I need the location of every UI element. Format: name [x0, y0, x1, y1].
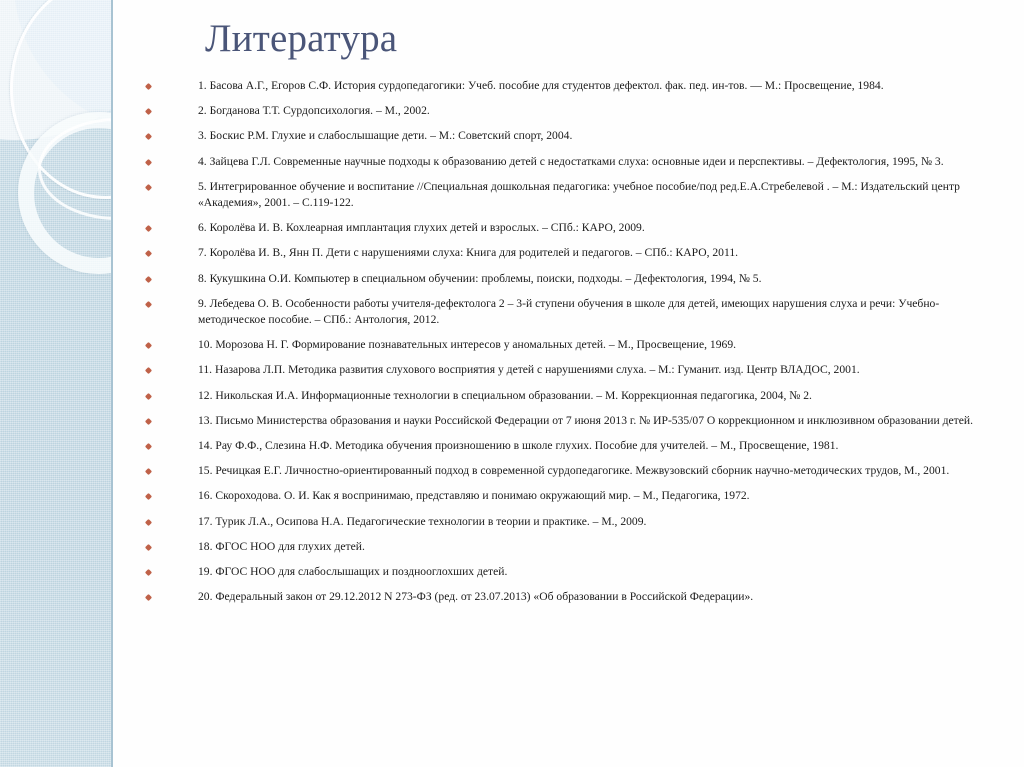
reference-text: 10. Морозова Н. Г. Формирование познавательных интересов у аномальных детей. – М., Просвещение, 1969. [198, 338, 737, 352]
bullet-diamond-icon [145, 250, 152, 257]
bullet-diamond-icon [145, 367, 152, 374]
reference-text: 14. Рау Ф.Ф., Слезина Н.Ф. Методика обучения произношению в школе глухих. Пособие для учителей. – М., Просвещение, 1981. [198, 439, 839, 453]
reference-text: 20. Федеральный закон от 29.12.2012 N 273-ФЗ (ред. от 23.07.2013) «Об образовании в Российской Федерации». [198, 590, 754, 604]
reference-text: 17. Турик Л.А., Осипова Н.А. Педагогические технологии в теории и практике. – М., 2009. [198, 514, 647, 528]
bullet-diamond-icon [145, 83, 152, 90]
list-item [140, 271, 1006, 287]
list-item [140, 220, 1006, 236]
bullet-diamond-icon [145, 342, 152, 349]
list-item [140, 103, 1006, 119]
reference-text: 1. Басова А.Г., Егоров С.Ф. История сурдопедагогики: Учеб. пособие для студентов дефектол. фак. пед. ин-тов. — М.: Просвещение, 1984. [198, 79, 884, 92]
bullet-diamond-icon [145, 569, 152, 576]
reference-text: 9. Лебедева О. В. Особенности работы учителя-дефектолога 2 – 3-й ступени обучения в школе для детей, имеющих нарушения слуха и речи: Учебно-методическое пособие. – СПб.: Антология, 2012. [198, 296, 940, 327]
slide-decorative-panel [0, 0, 113, 767]
list-item [140, 514, 1006, 530]
list-item [140, 245, 1006, 261]
list-item [140, 463, 1006, 479]
reference-text: 5. Интегрированное обучение и воспитание //Специальная дошкольная педагогика: учебное пособие/под ред.Е.А.Стребелевой . – М.: Издательский центр «Академия», 2001. – С.119-122. [198, 179, 960, 210]
bullet-diamond-icon [145, 108, 152, 115]
bullet-diamond-icon [145, 159, 152, 166]
list-item [140, 362, 1006, 378]
page-title: Литература [205, 17, 398, 60]
reference-text: 18. ФГОС НОО для глухих детей. [198, 539, 365, 553]
reference-text: 19. ФГОС НОО для слабослышащих и позднооглохших детей. [198, 565, 508, 579]
bullet-diamond-icon [145, 594, 152, 601]
reference-text: 16. Скороходова. О. И. Как я воспринимаю, представляю и понимаю окружающий мир. – М., Педагогика, 1972. [198, 489, 750, 503]
reference-text: 7. Королёва И. В., Янн П. Дети с нарушениями слуха: Книга для родителей и педагогов. – СПб.: КАРО, 2011. [198, 246, 739, 260]
bullet-diamond-icon [145, 301, 152, 308]
reference-text: 3. Боскис Р.М. Глухие и слабослышащие дети. – М.: Советский спорт, 2004. [198, 129, 573, 143]
bullet-diamond-icon [145, 443, 152, 450]
bullet-diamond-icon [145, 493, 152, 500]
bullet-diamond-icon [145, 184, 152, 191]
list-item [140, 388, 1006, 404]
bibliography-list [140, 78, 1006, 614]
bullet-diamond-icon [145, 393, 152, 400]
bullet-diamond-icon [145, 544, 152, 551]
list-item [140, 154, 1006, 170]
list-item [140, 179, 1006, 211]
bullet-diamond-icon [145, 519, 152, 526]
list-item [140, 564, 1006, 580]
reference-text: 4. Зайцева Г.Л. Современные научные подходы к образованию детей с недостатками слуха: основные идеи и перспективы. – Дефектология, 1995, № 3. [198, 154, 944, 168]
bullet-diamond-icon [145, 225, 152, 232]
bullet-diamond-icon [145, 468, 152, 475]
reference-text: 11. Назарова Л.П. Методика развития слухового восприятия у детей с нарушениями слуха. – М.: Гуманит. изд. Центр ВЛАДОС, 2001. [198, 363, 860, 377]
reference-text: 8. Кукушкина О.И. Компьютер в специальном обучении: проблемы, поиски, подходы. – Дефектология, 1994, № 5. [198, 271, 762, 285]
reference-text: 13. Письмо Министерства образования и науки Российской Федерации от 7 июня 2013 г. № ИР-535/07 О коррекционном и инклюзивном образовании детей. [198, 413, 973, 427]
list-item [140, 438, 1006, 454]
bullet-diamond-icon [145, 133, 152, 140]
reference-text: 6. Королёва И. В. Кохлеарная имплантация глухих детей и взрослых. – СПб.: КАРО, 2009. [198, 221, 645, 235]
list-item [140, 78, 1006, 94]
list-item [140, 488, 1006, 504]
list-item [140, 539, 1006, 555]
reference-text: 15. Речицкая Е.Г. Личностно-ориентированный подход в современной сурдопедагогике. Межвузовский сборник научно-методических трудов, М., 2001. [198, 464, 950, 478]
bullet-diamond-icon [145, 418, 152, 425]
list-item [140, 128, 1006, 144]
list-item [140, 296, 1006, 328]
list-item [140, 337, 1006, 353]
bullet-diamond-icon [145, 276, 152, 283]
list-item [140, 413, 1006, 429]
reference-text: 2. Богданова Т.Т. Сурдопсихология. – М., 2002. [198, 104, 430, 118]
list-item [140, 589, 1006, 605]
reference-text: 12. Никольская И.А. Информационные технологии в специальном образовании. – М. Коррекционная педагогика, 2004, № 2. [198, 388, 812, 402]
